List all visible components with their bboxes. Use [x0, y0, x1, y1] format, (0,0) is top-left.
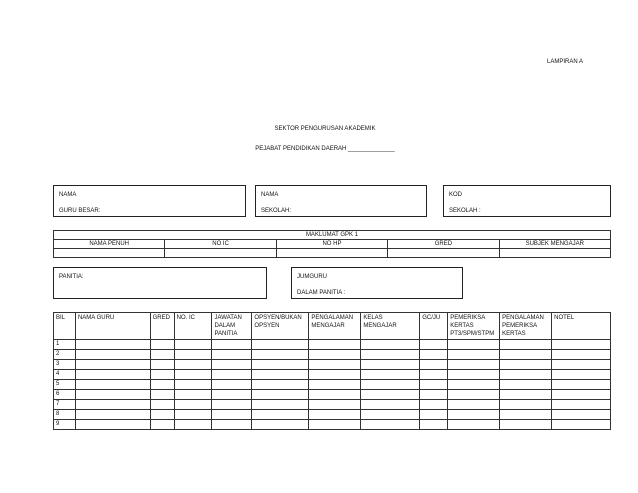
row-number: 8 — [54, 410, 76, 420]
table-cell[interactable] — [552, 370, 611, 380]
table-cell[interactable] — [420, 380, 448, 390]
table-cell[interactable] — [212, 340, 252, 350]
table-cell[interactable] — [252, 380, 309, 390]
table-cell[interactable] — [252, 350, 309, 360]
table-cell[interactable] — [420, 390, 448, 400]
header-pemeriksa: PEMERIKSA KERTAS PT3/SPM/STPM — [448, 313, 500, 340]
table-cell[interactable] — [309, 370, 361, 380]
table-cell[interactable] — [174, 390, 212, 400]
sektor-heading: SEKTOR PENGURUSAN AKADEMIK — [274, 126, 376, 132]
table-cell[interactable] — [552, 390, 611, 400]
table-cell[interactable] — [500, 400, 552, 410]
table-cell[interactable] — [552, 350, 611, 360]
nama-sekolah-label-2: SEKOLAH: — [261, 208, 292, 214]
table-cell[interactable] — [212, 410, 252, 420]
gpk-cell[interactable] — [276, 249, 387, 258]
table-cell[interactable] — [420, 350, 448, 360]
header-pengalaman: PENGALAMAN MENGAJAR — [309, 313, 361, 340]
gpk-title: MAKLUMAT GPK 1 — [54, 231, 611, 240]
table-cell[interactable] — [212, 390, 252, 400]
header-pengalaman-pemeriksa: PENGALAMAN PEMERIKSA KERTAS — [500, 313, 552, 340]
table-cell[interactable] — [448, 350, 500, 360]
table-cell[interactable] — [75, 380, 150, 390]
table-cell[interactable] — [552, 410, 611, 420]
table-cell[interactable] — [309, 390, 361, 400]
jumlah-guru-box — [291, 267, 463, 299]
table-cell[interactable] — [212, 380, 252, 390]
table-cell[interactable] — [309, 340, 361, 350]
gpk-header-hp: NO HP — [276, 240, 387, 249]
table-row — [54, 350, 611, 360]
table-cell[interactable] — [75, 410, 150, 420]
table-cell[interactable] — [150, 370, 174, 380]
table-row — [54, 400, 611, 410]
table-cell[interactable] — [309, 420, 361, 430]
row-number: 2 — [54, 350, 76, 360]
kod-sekolah-box — [443, 185, 611, 217]
table-cell[interactable] — [174, 420, 212, 430]
table-cell[interactable] — [150, 340, 174, 350]
table-row — [54, 410, 611, 420]
table-cell[interactable] — [174, 410, 212, 420]
table-cell[interactable] — [174, 360, 212, 370]
header-bil: BIL — [54, 313, 76, 340]
table-cell[interactable] — [75, 400, 150, 410]
gpk-header-ic: NO IC — [165, 240, 276, 249]
table-row — [54, 340, 611, 350]
table-cell[interactable] — [150, 400, 174, 410]
table-cell[interactable] — [309, 380, 361, 390]
table-cell[interactable] — [174, 340, 212, 350]
row-number: 5 — [54, 380, 76, 390]
table-cell[interactable] — [448, 400, 500, 410]
table-cell[interactable] — [309, 410, 361, 420]
table-cell[interactable] — [212, 350, 252, 360]
kod-sekolah-label-2: SEKOLAH : — [449, 208, 481, 214]
pejabat-heading: PEJABAT PENDIDIKAN DAERAH ______________ — [255, 146, 395, 152]
table-cell[interactable] — [252, 420, 309, 430]
header-notel: NOTEL — [552, 313, 611, 340]
table-cell[interactable] — [500, 370, 552, 380]
table-cell[interactable] — [552, 360, 611, 370]
table-cell[interactable] — [150, 360, 174, 370]
guru-besar-box — [53, 185, 246, 217]
table-cell[interactable] — [448, 380, 500, 390]
table-row — [54, 380, 611, 390]
table-cell[interactable] — [212, 360, 252, 370]
guru-table-body — [54, 340, 611, 430]
row-number: 6 — [54, 390, 76, 400]
table-cell[interactable] — [212, 420, 252, 430]
guru-table-header — [54, 313, 611, 340]
guru-besar-label-1: NAMA — [59, 192, 77, 198]
jumlah-guru-label-1: JUMGURU — [297, 274, 327, 280]
table-cell[interactable] — [448, 360, 500, 370]
table-cell[interactable] — [552, 400, 611, 410]
gpk-cell[interactable] — [165, 249, 276, 258]
table-cell[interactable] — [552, 340, 611, 350]
table-cell[interactable] — [500, 350, 552, 360]
table-cell[interactable] — [448, 410, 500, 420]
table-row — [54, 420, 611, 430]
table-cell[interactable] — [174, 370, 212, 380]
gpk-header-gred: GRED — [388, 240, 499, 249]
table-cell[interactable] — [552, 420, 611, 430]
table-cell[interactable] — [174, 350, 212, 360]
table-cell[interactable] — [150, 410, 174, 420]
table-cell[interactable] — [500, 380, 552, 390]
table-cell[interactable] — [361, 370, 420, 380]
kod-sekolah-label-1: KOD — [449, 192, 463, 198]
guru-table — [53, 312, 611, 430]
row-number: 9 — [54, 420, 76, 430]
table-cell[interactable] — [150, 420, 174, 430]
table-cell[interactable] — [75, 370, 150, 380]
header-nama-guru: NAMA GURU — [75, 313, 150, 340]
table-cell[interactable] — [448, 370, 500, 380]
table-cell[interactable] — [361, 350, 420, 360]
table-cell[interactable] — [448, 420, 500, 430]
header-opsyen: OPSYEN/BUKAN OPSYEN — [252, 313, 309, 340]
row-number: 7 — [54, 400, 76, 410]
table-cell[interactable] — [174, 400, 212, 410]
panitia-box — [53, 267, 267, 299]
table-cell[interactable] — [448, 340, 500, 350]
header-jawatan: JAWATAN DALAM PANITIA — [212, 313, 252, 340]
jumlah-guru-label-2: DALAM PANITIA : — [297, 290, 346, 296]
table-cell[interactable] — [150, 350, 174, 360]
table-cell[interactable] — [252, 340, 309, 350]
table-cell[interactable] — [75, 360, 150, 370]
table-row — [54, 370, 611, 380]
table-cell[interactable] — [150, 390, 174, 400]
table-cell[interactable] — [361, 410, 420, 420]
table-row — [54, 360, 611, 370]
table-cell[interactable] — [500, 390, 552, 400]
gpk-header-nama: NAMA PENUH — [54, 240, 165, 249]
table-cell[interactable] — [361, 340, 420, 350]
lampiran-label: LAMPIRAN A — [547, 59, 584, 65]
nama-sekolah-box — [255, 185, 427, 217]
table-cell[interactable] — [75, 390, 150, 400]
guru-besar-label-2: GURU BESAR: — [59, 208, 101, 214]
row-number: 1 — [54, 340, 76, 350]
table-cell[interactable] — [448, 390, 500, 400]
gpk-cell[interactable] — [499, 249, 610, 258]
table-cell[interactable] — [361, 400, 420, 410]
table-cell[interactable] — [420, 360, 448, 370]
row-number: 3 — [54, 360, 76, 370]
table-cell[interactable] — [309, 400, 361, 410]
table-cell[interactable] — [252, 400, 309, 410]
nama-sekolah-label-1: NAMA — [261, 192, 279, 198]
table-cell[interactable] — [500, 360, 552, 370]
table-cell[interactable] — [361, 360, 420, 370]
table-cell[interactable] — [420, 400, 448, 410]
table-cell[interactable] — [75, 340, 150, 350]
panitia-label: PANITIA: — [59, 274, 84, 280]
table-cell[interactable] — [252, 390, 309, 400]
table-cell[interactable] — [361, 420, 420, 430]
table-cell[interactable] — [500, 340, 552, 350]
header-kelas: KELAS MENGAJAR — [361, 313, 420, 340]
gpk-table — [53, 230, 611, 258]
table-cell[interactable] — [212, 400, 252, 410]
header-gred: GRED — [150, 313, 174, 340]
table-cell[interactable] — [552, 380, 611, 390]
table-cell[interactable] — [420, 340, 448, 350]
table-cell[interactable] — [252, 370, 309, 380]
table-cell[interactable] — [150, 380, 174, 390]
table-cell[interactable] — [500, 410, 552, 420]
table-cell[interactable] — [75, 350, 150, 360]
table-row — [54, 390, 611, 400]
table-cell[interactable] — [420, 370, 448, 380]
table-cell[interactable] — [252, 410, 309, 420]
header-gc-ju: GC/JU — [420, 313, 448, 340]
table-cell[interactable] — [500, 420, 552, 430]
table-cell[interactable] — [361, 390, 420, 400]
table-cell[interactable] — [361, 380, 420, 390]
table-cell[interactable] — [420, 410, 448, 420]
header-no-ic: NO. IC — [174, 313, 212, 340]
row-number: 4 — [54, 370, 76, 380]
table-cell[interactable] — [252, 360, 309, 370]
gpk-cell[interactable] — [54, 249, 165, 258]
table-cell[interactable] — [420, 420, 448, 430]
gpk-header-subjek: SUBJEK MENGAJAR — [499, 240, 610, 249]
table-cell[interactable] — [75, 420, 150, 430]
gpk-cell[interactable] — [388, 249, 499, 258]
table-cell[interactable] — [309, 360, 361, 370]
table-cell[interactable] — [309, 350, 361, 360]
table-cell[interactable] — [174, 380, 212, 390]
table-cell[interactable] — [212, 370, 252, 380]
